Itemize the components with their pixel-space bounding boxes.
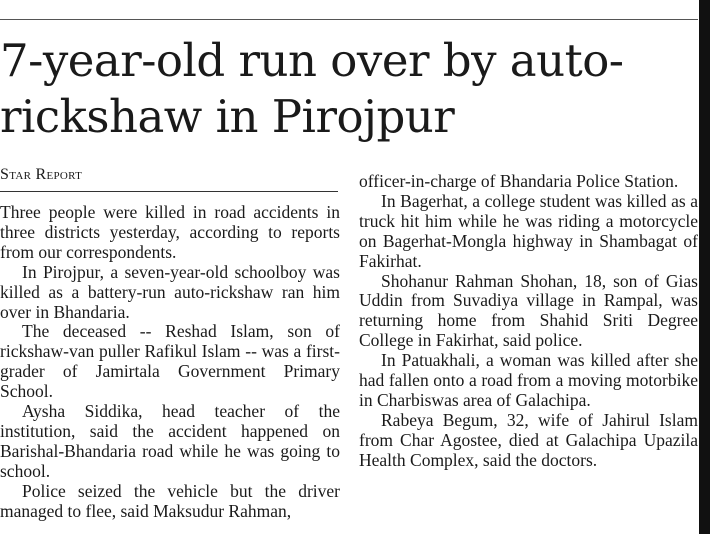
paragraph: In Pirojpur, a seven-year-old schoolboy was killed as a battery-run auto-rickshaw ran him over in Bhandaria. — [0, 261, 340, 322]
headline-line-2: rickshaw in Pirojpur — [0, 90, 455, 143]
headline — [0, 33, 698, 145]
top-rule — [0, 19, 698, 20]
paragraph: In Patuakhali, a woman was killed after she had fallen onto a road from a moving motorbike in Charbiswas area of Galachipa. — [359, 350, 698, 410]
paragraph: Police seized the vehicle but the driver managed to flee, said Maksudur Rahman, — [0, 480, 340, 521]
article-column-left — [0, 203, 340, 522]
paragraph: Rabeya Begum, 32, wife of Jahirul Islam from Char Agostee, died at Galachipa Upazila Health Complex, said the doctors. — [359, 409, 698, 470]
paragraph: Aysha Siddika, head teacher of the institution, said the accident happened on Barishal-Bhandaria road while he was going to school. — [0, 401, 340, 481]
paragraph: The deceased -- Reshad Islam, son of rickshaw-van puller Rafikul Islam -- was a first-grader of Jamirtala Government Primary School. — [0, 321, 340, 402]
headline-line-1: 7-year-old run over by auto- — [0, 34, 624, 87]
paragraph: In Bagerhat, a college student was killed as a truck hit him while he was riding a motorcycle on Bagerhat-Mongla highway in Shambagat of Fakirhat. — [359, 190, 698, 271]
byline: Star Report — [0, 166, 338, 192]
paragraph-continued: officer-in-charge of Bhandaria Police Station. — [359, 171, 679, 191]
article-column-right — [359, 172, 698, 471]
paragraph: Shohanur Rahman Shohan, 18, son of Gias Uddin from Suvadiya village in Rampal, was returning home from Shahid Sriti Degree College in Fakirhat, said police. — [359, 270, 698, 351]
paragraph: Three people were killed in road accidents in three districts yesterday, according to reports from our correspondents. — [0, 202, 340, 262]
page-edge-bar — [699, 0, 710, 534]
